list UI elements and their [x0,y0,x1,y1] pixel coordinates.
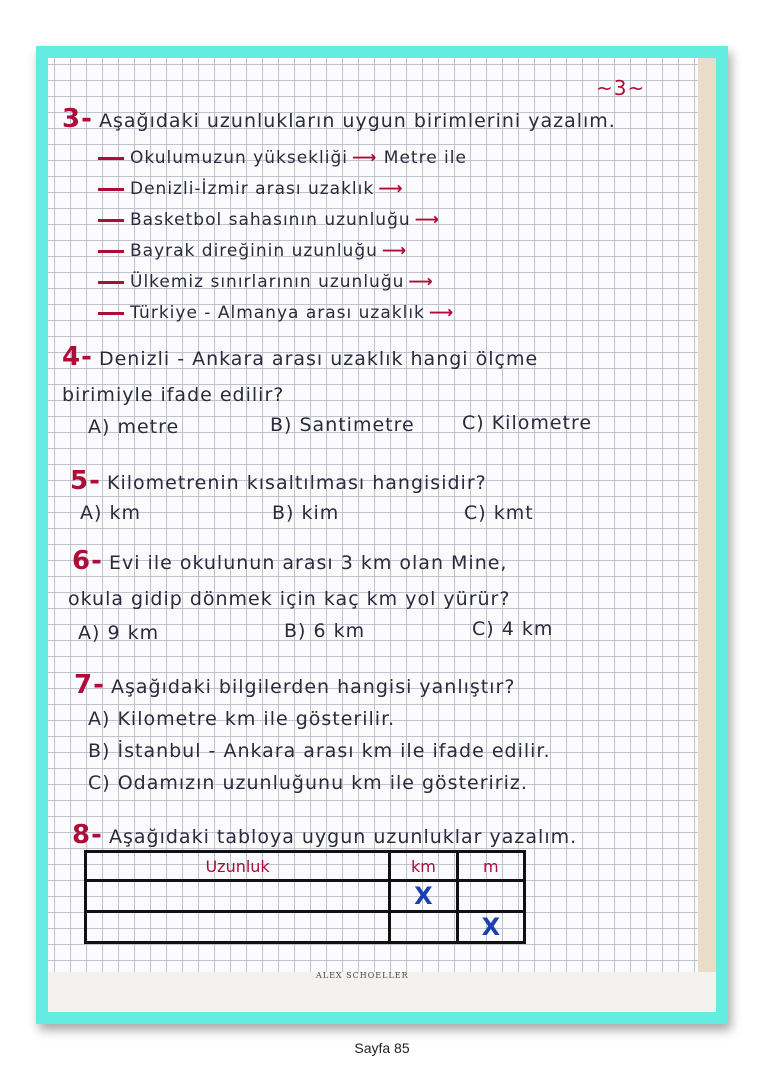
q4-heading [62,342,538,372]
arrow-icon: ⟶ [428,303,455,323]
cell-uzunluk [86,912,390,943]
bullet-dash [98,219,124,222]
arrow-icon: ⟶ [408,272,434,292]
page-number: ~3~ [596,76,646,100]
q4-text-line1: Denizli - Ankara arası uzaklık hangi ölçme [98,348,539,370]
q3-item-label: Ülkemiz sınırlarının uzunluğu [130,272,405,292]
grid-paper [48,58,716,1012]
table-row [86,912,525,943]
q5-option-a: A) km [80,502,141,524]
q3-item-label: Okulumuzun yüksekliği [130,148,348,168]
q6-text-line1: Evi ile okulunun arası 3 km olan Mine, [108,552,508,574]
q3-item-1 [98,148,467,168]
q3-item-5 [98,272,434,292]
q3-item-label: Türkiye - Almanya arası uzaklık [130,303,425,323]
cell-uzunluk [86,881,390,912]
table-row [86,881,525,912]
q7-option-b: B) İstanbul - Ankara arası km ile ifade edilir. [88,740,551,762]
q3-item-answer: Metre ile [383,148,467,168]
bullet-dash [98,250,124,253]
q6-option-c: C) 4 km [472,618,554,640]
table-header-row [86,852,525,881]
header-m: m [457,852,524,881]
q8-table [84,850,526,944]
q8-heading [72,820,577,850]
q5-option-b: B) kim [272,502,340,524]
q5-option-c: C) kmt [464,502,534,524]
q4-option-b: B) Santimetre [270,414,415,436]
q3-item-label: Denizli-İzmir arası uzaklık [130,179,375,199]
q5-text: Kilometrenin kısaltılması hangisidir? [106,472,487,494]
bullet-dash [98,157,124,160]
q3-heading [62,104,616,134]
page-frame [36,46,728,1024]
q7-text: Aşağıdaki bilgilerden hangisi yanlıştır? [110,676,516,698]
q7-option-c: C) Odamızın uzunluğunu km ile gösteririz. [88,772,528,794]
q3-number: 3- [62,104,93,134]
q3-item-2 [98,179,404,199]
q4-number: 4- [62,342,93,372]
q3-item-label: Basketbol sahasının uzunluğu [130,210,411,230]
q6-number: 6- [72,546,103,576]
page-footer: Sayfa 85 [354,1040,410,1056]
q6-text-line2: okula gidip dönmek için kaç km yol yürür? [68,588,511,610]
q6-option-a: A) 9 km [78,622,160,644]
arrow-icon: ⟶ [378,179,404,199]
q3-text: Aşağıdaki uzunlukların uygun birimlerini yazalım. [98,110,616,132]
q5-heading [70,466,487,496]
cell-km: X [390,881,458,912]
cell-km [390,912,458,943]
q3-item-4 [98,241,407,261]
arrow-icon: ⟶ [381,241,408,261]
header-km: km [390,852,458,881]
q5-number: 5- [70,466,101,496]
bullet-dash [98,188,124,191]
q4-option-a: A) metre [88,416,180,438]
q6-option-b: B) 6 km [284,620,366,642]
arrow-icon: ⟶ [414,210,441,230]
q7-heading [74,670,515,700]
q3-item-6 [98,303,454,323]
q8-number: 8- [72,820,103,850]
q4-text-line2: birimiyle ifade edilir? [62,384,285,406]
cell-m [457,881,524,912]
q8-text: Aşağıdaki tabloya uygun uzunluklar yazalım. [108,826,578,848]
header-uzunluk: Uzunluk [86,852,390,881]
bullet-dash [98,281,124,284]
q6-heading [72,546,507,576]
arrow-icon: ⟶ [352,148,378,168]
cell-m: X [457,912,524,943]
bullet-dash [98,312,124,315]
paper-edge [698,58,716,1012]
notebook-brand: ALEX SCHOELLER [316,971,409,980]
q3-item-3 [98,210,440,230]
q4-option-c: C) Kilometre [462,412,593,434]
q7-number: 7- [74,670,105,700]
q3-item-label: Bayrak direğinin uzunluğu [130,241,378,261]
q7-option-a: A) Kilometre km ile gösterilir. [88,708,396,730]
